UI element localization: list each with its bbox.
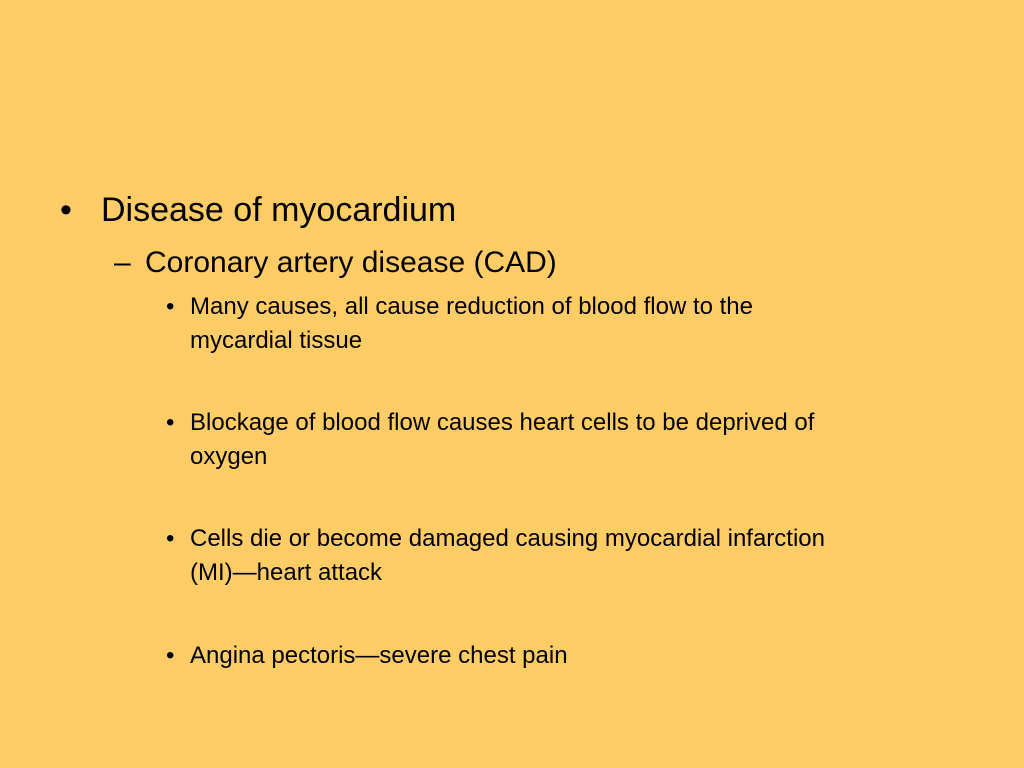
level3-text-line1: Cells die or become damaged causing myocardial infarction bbox=[190, 525, 825, 552]
level3-text bbox=[190, 522, 950, 590]
level3-text-line2: oxygen bbox=[190, 443, 268, 470]
level2-text: Coronary artery disease (CAD) bbox=[145, 246, 557, 279]
level3-text-line1: Many causes, all cause reduction of blood flow to the bbox=[190, 293, 753, 320]
level3-text-line1: Blockage of blood flow causes heart cells to be deprived of bbox=[190, 409, 815, 436]
level1-text: Disease of myocardium bbox=[101, 191, 457, 229]
level3-text-line2: (MI)—heart attack bbox=[190, 559, 383, 586]
bullet-icon: • bbox=[166, 525, 175, 552]
level3-text bbox=[190, 639, 950, 673]
level3-text bbox=[190, 290, 950, 358]
bullet-icon: • bbox=[166, 409, 175, 436]
level3-text-line2: mycardial tissue bbox=[190, 327, 363, 354]
level3-text bbox=[190, 406, 950, 474]
dash-bullet-icon: – bbox=[114, 246, 131, 279]
bullet-icon: • bbox=[166, 293, 175, 320]
level3-text-line1: Angina pectoris—severe chest pain bbox=[190, 642, 568, 669]
bullet-icon: • bbox=[166, 642, 175, 669]
bullet-icon: • bbox=[60, 191, 72, 229]
